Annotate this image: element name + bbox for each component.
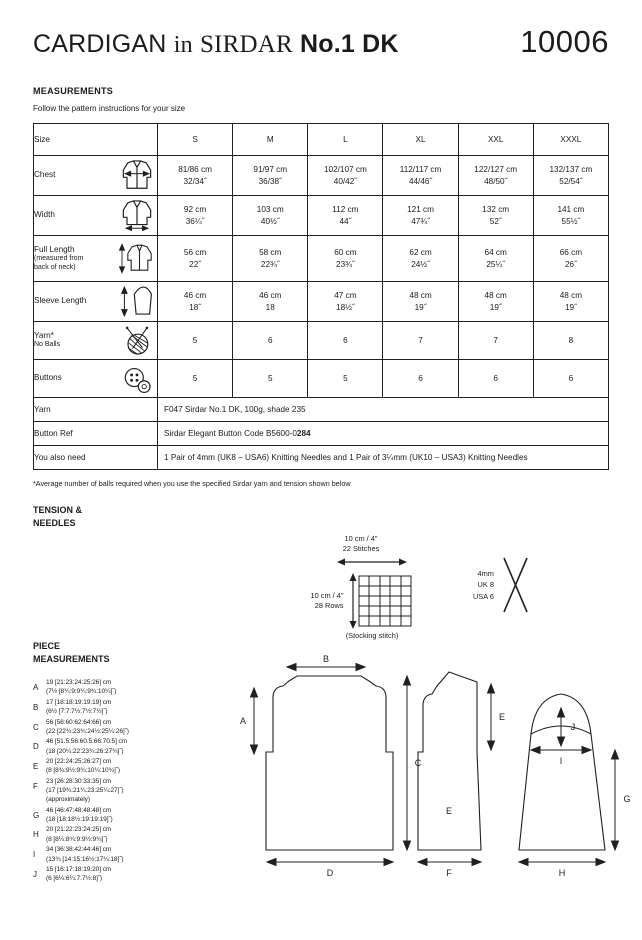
cell-xxl: 122/127 cm 48/50˝ bbox=[458, 156, 533, 196]
label-sleeve-G: G bbox=[623, 794, 631, 804]
legend-values bbox=[46, 865, 111, 884]
swatch-top-labels bbox=[261, 534, 461, 554]
cell-xxl: 132 cm 52˝ bbox=[458, 196, 533, 236]
cell-xxl: 64 cm 25¼˝ bbox=[458, 236, 533, 282]
needle-usa: USA 6 bbox=[473, 591, 494, 601]
legend-values bbox=[46, 806, 113, 825]
label-front-E-top: E bbox=[498, 712, 506, 722]
measurements-heading: MEASUREMENTS bbox=[33, 86, 114, 96]
tension-heading bbox=[33, 504, 609, 530]
tension-swatch-diagram bbox=[261, 534, 461, 640]
table-row-chest bbox=[34, 156, 609, 196]
label-back-B: B bbox=[322, 654, 330, 664]
cell-m: 6 bbox=[233, 322, 308, 360]
legend-cm: 34 [36:38:42:44:46] cm bbox=[46, 846, 112, 854]
cell-xxxl: 48 cm 19˝ bbox=[533, 282, 608, 322]
cell-xl: 7 bbox=[383, 322, 458, 360]
piece-measurements-legend bbox=[33, 678, 193, 884]
legend-item-d bbox=[33, 737, 193, 756]
pattern-number: 10006 bbox=[520, 24, 609, 59]
cell-xl: 121 cm 47¾˝ bbox=[383, 196, 458, 236]
row-label: Width bbox=[34, 210, 55, 220]
cell-xxxl: 6 bbox=[533, 360, 608, 398]
cell-s: 92 cm 36¼˝ bbox=[158, 196, 233, 236]
cell-l: 112 cm 44˝ bbox=[308, 196, 383, 236]
label-sleeve-H: H bbox=[558, 868, 566, 878]
cell-xl: 62 cm 24½˝ bbox=[383, 236, 458, 282]
legend-key: I bbox=[33, 850, 36, 860]
cardigan-length-icon bbox=[117, 242, 157, 275]
legend-cm: 23 [26:28:30:33:35] cm bbox=[46, 777, 112, 785]
swatch-stitches: 22 Stitches bbox=[342, 543, 380, 553]
size-header-xxl: XXL bbox=[458, 124, 533, 156]
row-label-cell bbox=[34, 322, 158, 360]
page-header bbox=[33, 0, 609, 60]
label-back-C: C bbox=[414, 758, 422, 768]
legend-key: J bbox=[33, 869, 37, 879]
swatch-caption: (Stocking stitch) bbox=[345, 630, 399, 640]
row-label: Yarn* bbox=[34, 331, 54, 340]
cell-l: 60 cm 23¾˝ bbox=[308, 236, 383, 282]
legend-item-j bbox=[33, 865, 193, 884]
cell-xl: 6 bbox=[383, 360, 458, 398]
row-label-cell bbox=[34, 282, 158, 322]
cell-m: 5 bbox=[233, 360, 308, 398]
info-value: 1 Pair of 4mm (UK8 – USA6) Knitting Needles and 1 Pair of 3¼mm (UK10 – USA3) Knitting Needles bbox=[158, 446, 609, 470]
cell-m: 46 cm 18 bbox=[233, 282, 308, 322]
legend-key: A bbox=[33, 683, 39, 693]
row-label: Buttons bbox=[34, 373, 62, 383]
legend-cm: 56 [58:60:62:64:66] cm bbox=[46, 718, 112, 726]
cell-s: 5 bbox=[158, 360, 233, 398]
sleeve-icon bbox=[119, 285, 155, 318]
legend-key: F bbox=[33, 781, 38, 791]
page-title bbox=[33, 30, 399, 59]
info-row-you-also-need bbox=[34, 446, 609, 470]
title-cardigan: CARDIGAN bbox=[33, 30, 167, 58]
needle-uk: UK 8 bbox=[477, 580, 494, 590]
legend-key: B bbox=[33, 702, 39, 712]
legend-inch: (8 [8¾:9½:9¾:10¼:10¾]˝) bbox=[46, 767, 120, 775]
legend-cm: 20 [22:24:25:26:27] cm bbox=[46, 757, 112, 765]
piece-diagrams bbox=[213, 654, 642, 904]
legend-inch: (18 [20¼:22:23¾:26:27¾]˝) bbox=[46, 747, 124, 755]
legend-values bbox=[46, 737, 127, 756]
cell-s: 56 cm 22˝ bbox=[158, 236, 233, 282]
row-label: Sleeve Length bbox=[34, 296, 87, 306]
table-row-width bbox=[34, 196, 609, 236]
cell-xxxl: 66 cm 26˝ bbox=[533, 236, 608, 282]
title-no1-dk: No.1 DK bbox=[300, 30, 399, 58]
cardigan-chest-icon bbox=[117, 159, 157, 192]
tension-heading-line2: NEEDLES bbox=[33, 518, 76, 529]
info-label: Yarn bbox=[34, 398, 158, 422]
swatch-width-cm: 10 cm / 4" bbox=[344, 534, 378, 543]
legend-key: H bbox=[33, 830, 39, 840]
title-in: in bbox=[173, 32, 193, 58]
info-label: You also need bbox=[34, 446, 158, 470]
row-label-cell bbox=[34, 156, 158, 196]
legend-extra: (approximately) bbox=[46, 796, 90, 804]
label-sleeve-J: J bbox=[570, 722, 576, 732]
table-row-sleeve-length bbox=[34, 282, 609, 322]
piece-heading-line2: MEASUREMENTS bbox=[33, 654, 110, 665]
needle-labels bbox=[473, 568, 494, 601]
swatch-vertical-arrow-icon bbox=[348, 573, 358, 629]
cell-xxl: 48 cm 19˝ bbox=[458, 282, 533, 322]
legend-values bbox=[46, 777, 123, 805]
cell-xxl: 7 bbox=[458, 322, 533, 360]
swatch-side-labels bbox=[310, 591, 343, 611]
crossed-needles-icon bbox=[498, 556, 532, 614]
legend-item-a bbox=[33, 678, 193, 697]
legend-item-e bbox=[33, 757, 193, 776]
legend-cm: 20 [21:22:23:24:25] cm bbox=[46, 826, 112, 834]
table-row-yarn bbox=[34, 322, 609, 360]
label-front-E-side: E bbox=[445, 806, 453, 816]
label-back-A: A bbox=[239, 716, 247, 726]
swatch-horizontal-arrow-icon bbox=[337, 557, 407, 567]
piece-heading-line1: PIECE bbox=[33, 641, 61, 651]
schematic-svg bbox=[213, 654, 642, 904]
cell-l: 47 cm 18½˝ bbox=[308, 282, 383, 322]
row-label: Full Length bbox=[34, 244, 75, 254]
tension-heading-line1: TENSION & bbox=[33, 505, 83, 515]
cell-xxl: 6 bbox=[458, 360, 533, 398]
cell-l: 5 bbox=[308, 360, 383, 398]
stocking-stitch-grid-icon bbox=[358, 575, 412, 627]
row-sublabel: No Balls bbox=[34, 341, 61, 349]
size-header-s: S bbox=[158, 124, 233, 156]
label-sleeve-I: I bbox=[559, 756, 563, 766]
cell-xxxl: 8 bbox=[533, 322, 608, 360]
legend-inch: (6½ [7:7:7½:7½:7½]˝) bbox=[46, 708, 108, 716]
cell-xxxl: 132/137 cm 52/54˝ bbox=[533, 156, 608, 196]
cell-s: 5 bbox=[158, 322, 233, 360]
legend-item-h bbox=[33, 825, 193, 844]
measurements-subheading: Follow the pattern instructions for your size bbox=[33, 104, 186, 113]
size-label-cell bbox=[34, 124, 158, 156]
size-header-m: M bbox=[233, 124, 308, 156]
needle-mm: 4mm bbox=[477, 569, 494, 579]
legend-inch: (13¾ [14:15:16½:17¼:18]˝) bbox=[46, 855, 124, 863]
info-label: Button Ref bbox=[34, 422, 158, 446]
legend-cm: 46 [51.5:56:60.5:66:70.5] cm bbox=[46, 738, 128, 746]
cell-s: 46 cm 18˝ bbox=[158, 282, 233, 322]
row-label-cell bbox=[34, 196, 158, 236]
buttons-icon bbox=[119, 362, 155, 395]
cell-m: 103 cm 40½˝ bbox=[233, 196, 308, 236]
legend-inch: (8 [8¼:8¾:9:9½:9¾]˝) bbox=[46, 835, 108, 843]
legend-key: E bbox=[33, 761, 39, 771]
info-row-yarn bbox=[34, 398, 609, 422]
legend-inch: (22 [22¾:23¾:24½:25¼:26]˝) bbox=[46, 727, 129, 735]
cell-xl: 48 cm 19˝ bbox=[383, 282, 458, 322]
needle-size-diagram bbox=[473, 556, 532, 614]
cell-s: 81/86 cm 32/34˝ bbox=[158, 156, 233, 196]
row-label-cell bbox=[34, 360, 158, 398]
legend-cm: 46 [46:47:48:48:48] cm bbox=[46, 806, 112, 814]
legend-item-c bbox=[33, 718, 193, 737]
table-row-buttons bbox=[34, 360, 609, 398]
legend-inch: (17 [19¾:21¼:23:25¼:27]˝) bbox=[46, 787, 124, 795]
cell-m: 91/97 cm 36/38˝ bbox=[233, 156, 308, 196]
size-header-l: L bbox=[308, 124, 383, 156]
cardigan-width-icon bbox=[117, 199, 157, 232]
legend-values bbox=[46, 698, 111, 717]
legend-inch: (6 [6¼:6¼:7:7½:8]˝) bbox=[46, 875, 103, 883]
title-sirdar: SIRDAR bbox=[199, 31, 293, 58]
swatch-rows: 28 Rows bbox=[314, 600, 344, 610]
measurements-table bbox=[33, 123, 609, 470]
size-header-xl: XL bbox=[383, 124, 458, 156]
legend-cm: 15 [16:17:18:19:20] cm bbox=[46, 865, 112, 873]
legend-values bbox=[46, 718, 129, 737]
legend-values bbox=[46, 678, 116, 697]
legend-item-b bbox=[33, 698, 193, 717]
yarn-ball-icon bbox=[119, 324, 155, 357]
info-row-button-ref bbox=[34, 422, 609, 446]
measurements-footnote: *Average number of balls required when you use the specified Sirdar yarn and tension shown below bbox=[33, 479, 351, 488]
table-row-full-length bbox=[34, 236, 609, 282]
legend-values bbox=[46, 845, 123, 864]
cell-xxxl: 141 cm 55½˝ bbox=[533, 196, 608, 236]
legend-values bbox=[46, 757, 120, 776]
cell-l: 6 bbox=[308, 322, 383, 360]
row-label: Chest bbox=[34, 170, 56, 180]
table-row-size bbox=[34, 124, 609, 156]
info-value: F047 Sirdar No.1 DK, 100g, shade 235 bbox=[158, 398, 609, 422]
legend-inch: (7½ [8¼:9:9¼:9¾:10¼]˝) bbox=[46, 688, 117, 696]
cell-xl: 112/117 cm 44/46˝ bbox=[383, 156, 458, 196]
legend-item-f bbox=[33, 777, 193, 805]
legend-cm: 19 [21:23:24:25:26] cm bbox=[46, 679, 112, 687]
info-value: Sirdar Elegant Button Code B5600-0284 bbox=[158, 422, 609, 446]
label-back-D: D bbox=[326, 868, 334, 878]
legend-item-i bbox=[33, 845, 193, 864]
size-header-xxxl: XXXL bbox=[533, 124, 608, 156]
swatch-height-cm: 10 cm / 4" bbox=[310, 590, 344, 600]
legend-cm: 17 [18:18:19:19:19] cm bbox=[46, 698, 112, 706]
legend-key: D bbox=[33, 742, 39, 752]
piece-measurements-section bbox=[33, 640, 631, 940]
legend-inch: (18 [18:18½:19:19:19]˝) bbox=[46, 816, 113, 824]
tension-section bbox=[33, 504, 609, 640]
legend-key: G bbox=[33, 810, 40, 820]
label-front-F: F bbox=[446, 868, 452, 878]
row-sublabel: (measured from back of neck) bbox=[34, 254, 84, 271]
row-label-cell bbox=[34, 236, 158, 282]
cell-l: 102/107 cm 40/42˝ bbox=[308, 156, 383, 196]
size-label: Size bbox=[34, 135, 50, 144]
cell-m: 58 cm 22¾˝ bbox=[233, 236, 308, 282]
legend-item-g bbox=[33, 806, 193, 825]
legend-key: C bbox=[33, 722, 39, 732]
legend-values bbox=[46, 825, 111, 844]
